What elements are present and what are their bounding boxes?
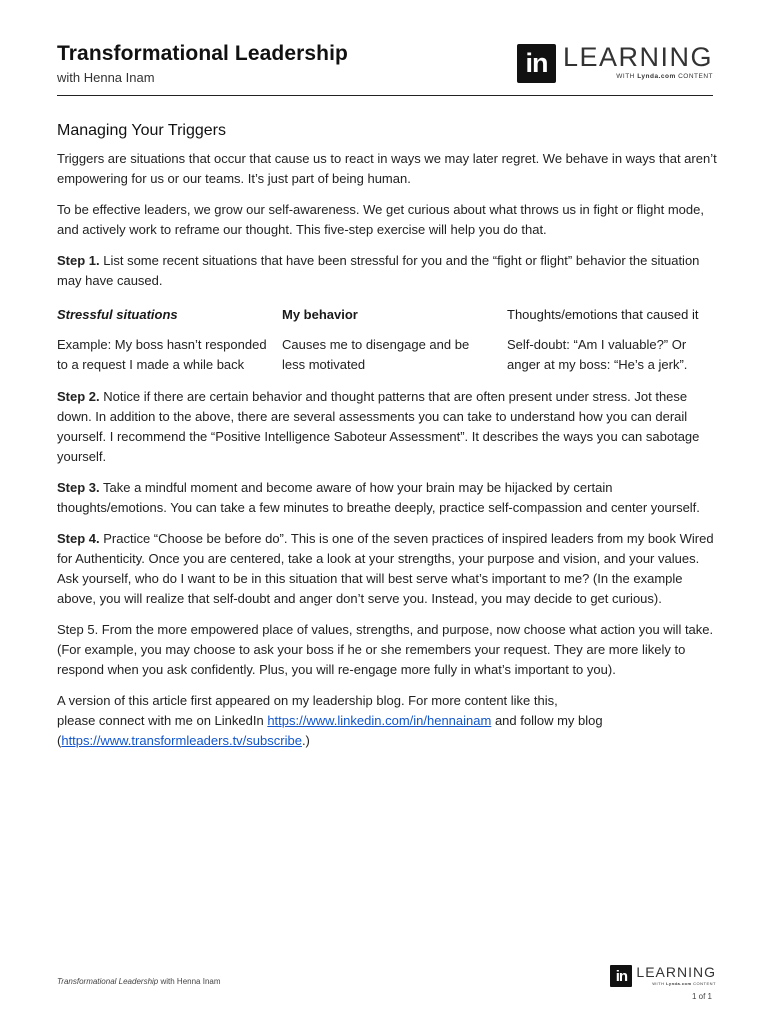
footer-logo-subline: WITH Lynda.com CONTENT <box>652 981 716 986</box>
step-4-label: Step 4. <box>57 531 100 546</box>
document-body <box>57 122 717 762</box>
triggers-table <box>57 305 717 375</box>
table-header-situations: Stressful situations <box>57 307 178 322</box>
section-title: Managing Your Triggers <box>57 122 226 139</box>
table-cell-behavior: Causes me to disengage and be less motivated <box>282 337 470 372</box>
linkedin-learning-logo <box>517 44 713 83</box>
linkedin-in-icon: in <box>517 44 556 83</box>
step-3-label: Step 3. <box>57 480 100 495</box>
page-number: 1 of 1 <box>691 992 712 1001</box>
footer-logo <box>610 965 716 987</box>
logo-word: LEARNING <box>562 42 713 72</box>
step-2-label: Step 2. <box>57 389 100 404</box>
footer-course-title: Transformational Leadership with Henna Inam <box>57 977 221 986</box>
table-cell-thoughts: Self-doubt: “Am I valuable?” Or anger at my boss: “He’s a jerk”. <box>507 337 688 372</box>
table-header-thoughts: Thoughts/emotions that caused it <box>507 307 699 322</box>
step-4-paragraph: Step 4. Practice “Choose be before do”. This is one of the seven practices of inspired leaders from my book Wired for Authenticity. Once you are centered, take a look at your strengths, your purpose and vision, and your values. Ask yourself, who do I want to be in this situation that will best serve what’s important to me? (In the example above, you will realize that self-doubt and anger don’t serve you. Instead, you may decide to get curious). <box>57 531 714 606</box>
step-2-paragraph: Step 2. Notice if there are certain behavior and thought patterns that are often present under stress. Jot these down. In addition to the above, there are several assessments you can take to understand how you can derail yourself. I recommend the “Positive Intelligence Saboteur Assessment”. It describes the ways you can sabotage yourself. <box>57 389 700 464</box>
blog-link[interactable]: https://www.transformleaders.tv/subscribe <box>61 733 302 748</box>
footer-linkedin-in-icon: in <box>610 965 632 987</box>
step-5-paragraph: Step 5. From the more empowered place of values, strengths, and purpose, now choose what action you will take. (For example, you may choose to ask your boss if he or she remembers your request. They are more likely to respond when you ask confidently. Plus, you will re-engage more fully in what’s important to you). <box>57 622 714 677</box>
linkedin-link[interactable]: https://www.linkedin.com/in/hennainam <box>267 713 492 728</box>
step-1-paragraph: Step 1. List some recent situations that have been stressful for you and the “fight or flight” behavior the situation may have caused. <box>57 253 700 288</box>
document-title: Transformational Leadership <box>57 42 348 65</box>
header-divider <box>57 95 713 96</box>
intro-paragraph-2: To be effective leaders, we grow our self-awareness. We get curious about what throws us in fight or flight mode, and actively work to reframe our thought. This five-step exercise will help you do that. <box>57 202 704 237</box>
footer-logo-word: LEARNING <box>636 964 716 980</box>
closing-paragraph: A version of this article first appeared on my leadership blog. For more content like this, please connect with me on LinkedIn https://www.linkedin.com/in/hennainam and follow my blog (https://www.transformleaders.tv/subscribe.) <box>57 693 603 748</box>
table-header-behavior: My behavior <box>282 307 358 322</box>
step-1-label: Step 1. <box>57 253 100 268</box>
step-3-paragraph: Step 3. Take a mindful moment and become aware of how your brain may be hijacked by certain thoughts/emotions. You can take a few minutes to breathe deeply, practice self-compassion and center yourself. <box>57 480 700 515</box>
table-cell-situation: Example: My boss hasn’t responded to a request I made a while back <box>57 337 267 372</box>
intro-paragraph-1: Triggers are situations that occur that cause us to react in ways we may later regret. We behave in ways that aren’t empowering for us or our teams. It’s just part of being human. <box>57 151 717 186</box>
logo-subline: WITH Lynda.com CONTENT <box>616 73 713 80</box>
document-subtitle: with Henna Inam <box>57 70 155 85</box>
